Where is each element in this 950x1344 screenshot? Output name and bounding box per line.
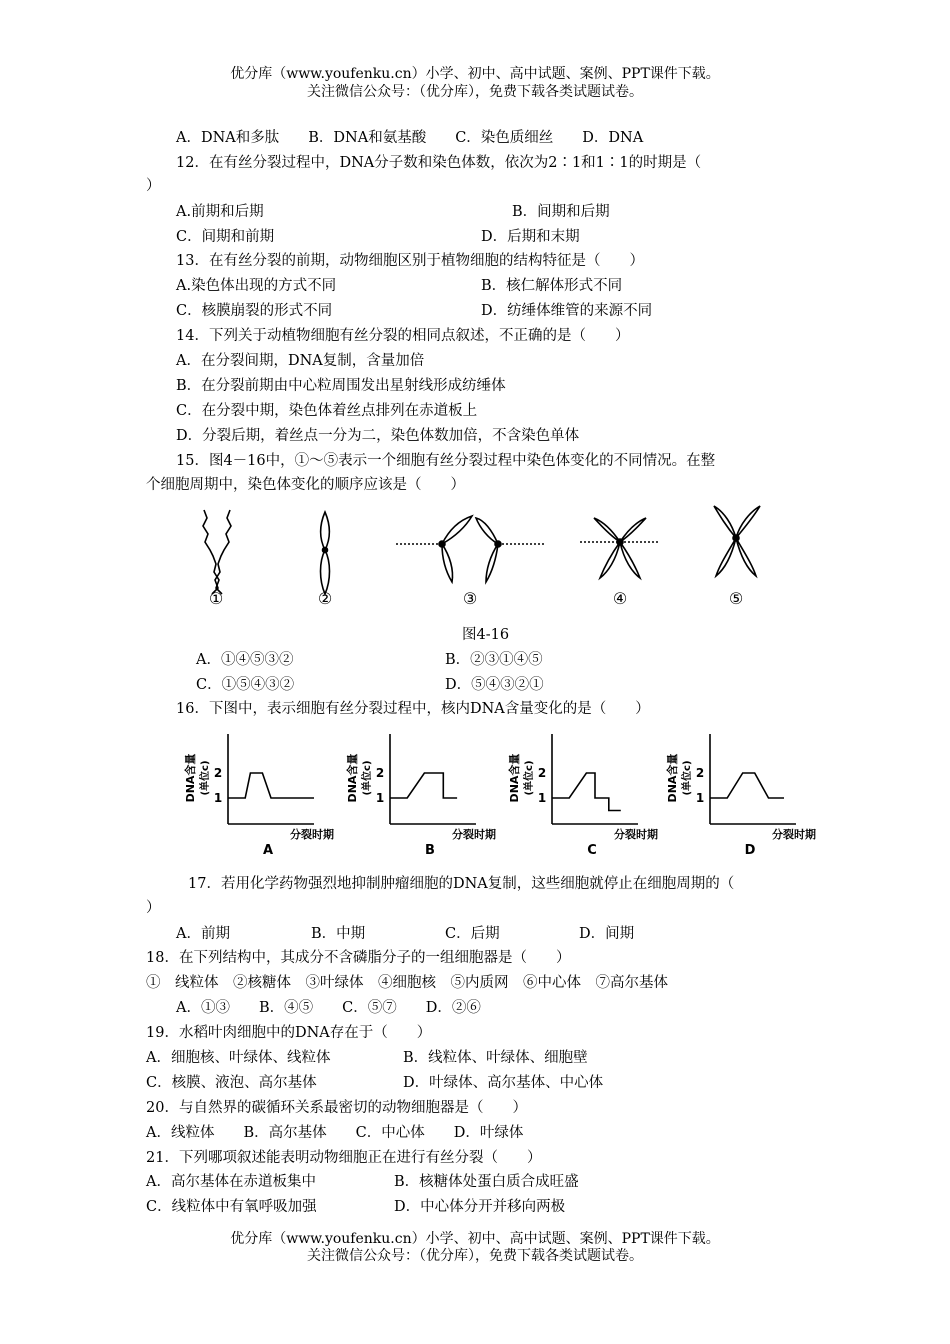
dna-graph-B (345, 734, 496, 858)
q17-stem: 17．若用化学药物强烈地抑制肿瘤细胞的DNA复制，这些细胞就停止在细胞周期的（ (188, 876, 735, 892)
header-line-2: 关注微信公众号：（优分库），免费下载各类试题试卷。 (307, 84, 643, 100)
q13-stem: 13．在有丝分裂的前期，动物细胞区别于植物细胞的结构特征是（ ） (176, 253, 644, 269)
x-axis-label: 分裂时期 (452, 828, 496, 841)
q15-option-b: B．②③①④⑤ (445, 652, 543, 668)
q13-option-c: C．核膜崩裂的形式不同 (176, 303, 333, 319)
footer-line-1: 优分库（www.youfenku.cn）小学、初中、高中试题、案例、PPT课件下载。 (230, 1231, 720, 1247)
q11-options: A．DNA和多肽 B．DNA和氨基酸 C．染色质细丝 D．DNA (176, 130, 644, 146)
dna-graph-A (183, 734, 334, 858)
dna-series-line (552, 773, 621, 811)
q13-option-b: B．核仁解体形式不同 (481, 278, 623, 294)
q17-option-b: B．中期 (311, 926, 366, 942)
q14-option-b: B．在分裂前期由中心粒周围发出星射线形成纺缍体 (176, 378, 506, 394)
y-axis-unit: (单位c) (682, 760, 693, 796)
x-axis-label: 分裂时期 (290, 828, 334, 841)
footer-line-2: 关注微信公众号：（优分库），免费下载各类试题试卷。 (307, 1248, 643, 1264)
q14-option-a: A．在分裂间期，DNA复制，含量加倍 (176, 353, 425, 369)
q15-option-d: D．⑤④③②① (445, 677, 544, 693)
figure-label-1: ① (208, 589, 224, 608)
q13-option-d: D．纺缍体维管的来源不同 (481, 303, 653, 319)
q21-option-b: B．核糖体处蛋白质合成旺盛 (394, 1174, 579, 1190)
dna-series-line (390, 773, 457, 798)
q19-option-d: D．叶绿体、高尔基体、中心体 (403, 1075, 604, 1091)
figure-caption: 图4-16 (462, 627, 510, 643)
dna-graphs (180, 728, 820, 860)
figure-label-3: ③ (462, 589, 478, 608)
q21-option-c: C．线粒体中有氧呼吸加强 (146, 1199, 317, 1215)
chromosome-3-icon (396, 516, 546, 582)
dna-series-line (710, 773, 784, 798)
q16-stem: 16．下图中，表示细胞有丝分裂过程中，核内DNA含量变化的是（ ） (176, 701, 650, 717)
q17-stem-cont: ） (146, 900, 161, 916)
chromosome-2-icon (321, 512, 330, 594)
graph-label: B (425, 843, 435, 858)
q12-option-a: A.前期和后期 (176, 204, 264, 220)
graph-label: A (262, 843, 274, 858)
chromosome-5-icon (714, 506, 760, 576)
q14-option-c: C．在分裂中期，染色体着丝点排列在赤道板上 (176, 403, 478, 419)
q12-stem: 12．在有丝分裂过程中，DNA分子数和染色体数，依次为2∶1和1∶1的时期是（ (176, 155, 702, 171)
y-tick-2: 2 (375, 766, 385, 780)
q19-stem: 19．水稻叶肉细胞中的DNA存在于（ ） (146, 1025, 432, 1041)
y-tick-2: 2 (695, 766, 705, 780)
y-tick-1: 1 (537, 791, 547, 805)
q12-stem-cont: ） (146, 178, 161, 194)
figure-label-4: ④ (612, 589, 628, 608)
y-tick-1: 1 (213, 791, 223, 805)
q18-stem: 18．在下列结构中，其成分不含磷脂分子的一组细胞器是（ ） (146, 950, 571, 966)
q15-stem: 15．图4－16中，①～⑤表示一个细胞有丝分裂过程中染色体变化的不同情况。在整 (176, 453, 716, 469)
q15-option-a: A．①④⑤③② (196, 652, 294, 668)
q18-items: ① 线粒体 ②核糖体 ③叶绿体 ④细胞核 ⑤内质网 ⑥中心体 ⑦高尔基体 (146, 975, 668, 991)
chromosome-1-icon (203, 510, 231, 594)
graph-label: C (587, 843, 597, 858)
figure-label-2: ② (317, 589, 333, 608)
y-tick-2: 2 (537, 766, 547, 780)
q20-stem: 20．与自然界的碳循环关系最密切的动物细胞器是（ ） (146, 1100, 527, 1116)
q12-option-b: B．间期和后期 (512, 204, 610, 220)
q17-option-c: C．后期 (445, 926, 500, 942)
q20-options: A．线粒体 B．高尔基体 C．中心体 D．叶绿体 (146, 1125, 524, 1141)
chromosome-4-icon (580, 518, 660, 578)
dna-graph-D (665, 734, 816, 858)
dna-graph-C (507, 734, 658, 858)
y-tick-1: 1 (695, 791, 705, 805)
y-axis-label: DNA含量 (346, 753, 359, 803)
y-axis-label: DNA含量 (184, 753, 197, 803)
header-line-1: 优分库（www.youfenku.cn）小学、初中、高中试题、案例、PPT课件下载。 (230, 66, 720, 82)
q19-option-b: B．线粒体、叶绿体、细胞壁 (403, 1050, 588, 1066)
q19-option-a: A．细胞核、叶绿体、线粒体 (146, 1050, 331, 1066)
q18-options: A．①③ B．④⑤ C．⑤⑦ D．②⑥ (176, 1000, 481, 1016)
y-tick-1: 1 (375, 791, 385, 805)
q21-option-d: D．中心体分开并移向两极 (394, 1199, 566, 1215)
q14-option-d: D．分裂后期，着丝点一分为二，染色体数加倍，不含染色单体 (176, 428, 580, 444)
graph-label: D (744, 843, 756, 858)
q15-stem-cont: 个细胞周期中，染色体变化的顺序应该是（ ） (146, 477, 465, 493)
q19-option-c: C．核膜、液泡、高尔基体 (146, 1075, 317, 1091)
q15-option-c: C．①⑤④③② (196, 677, 295, 693)
q17-option-a: A．前期 (176, 926, 230, 942)
y-axis-unit: (单位c) (362, 760, 373, 796)
chromosome-figure (180, 498, 780, 613)
x-axis-label: 分裂时期 (614, 828, 658, 841)
q13-option-a: A.染色体出现的方式不同 (176, 278, 337, 294)
figure-label-5: ⑤ (728, 589, 744, 608)
q12-option-c: C．间期和前期 (176, 229, 275, 245)
q21-stem: 21．下列哪项叙述能表明动物细胞正在进行有丝分裂（ ） (146, 1150, 542, 1166)
y-axis-unit: (单位c) (524, 760, 535, 796)
q12-option-d: D．后期和末期 (481, 229, 580, 245)
dna-series-line (228, 773, 314, 798)
y-tick-2: 2 (213, 766, 223, 780)
q17-option-d: D．间期 (579, 926, 635, 942)
y-axis-unit: (单位c) (200, 760, 211, 796)
y-axis-label: DNA含量 (666, 753, 679, 803)
q21-option-a: A．高尔基体在赤道板集中 (146, 1174, 316, 1190)
x-axis-label: 分裂时期 (772, 828, 816, 841)
y-axis-label: DNA含量 (508, 753, 521, 803)
q14-stem: 14．下列关于动植物细胞有丝分裂的相同点叙述，不正确的是（ ） (176, 328, 630, 344)
